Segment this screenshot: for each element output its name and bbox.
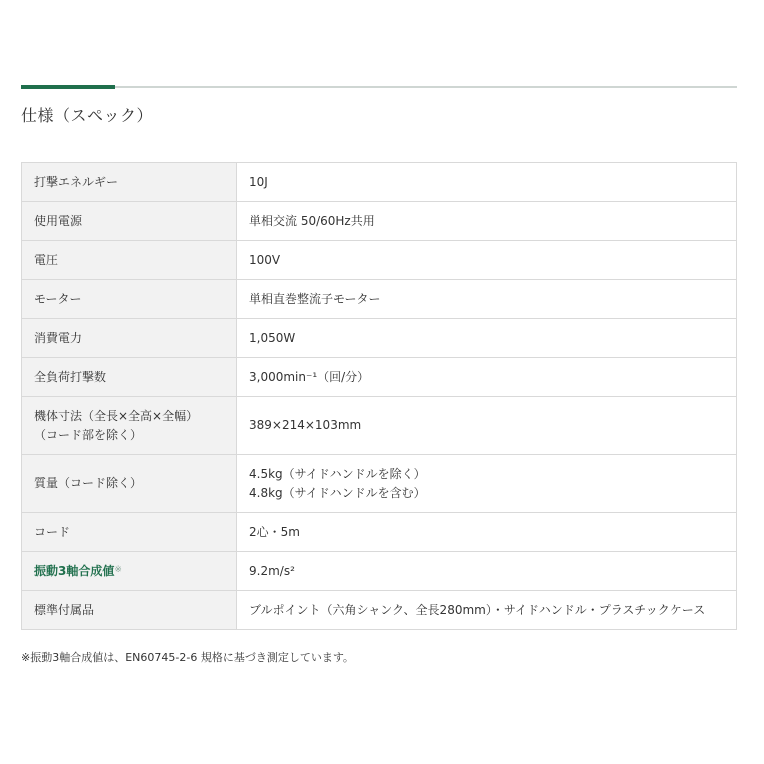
spec-table	[21, 162, 737, 630]
page-title: 仕様（スペック）	[21, 106, 154, 125]
spec-label-vibration: 振動3軸合成値	[34, 564, 115, 578]
spec-value: 389×214×103mm	[237, 397, 737, 455]
table-row	[22, 280, 737, 319]
section-divider-accent	[21, 85, 115, 89]
table-row	[22, 591, 737, 630]
table-row	[22, 552, 737, 591]
table-row	[22, 397, 737, 455]
spec-label: コード	[22, 513, 237, 552]
spec-label-line: （コード部を除く）	[34, 427, 143, 442]
spec-value: 2心・5m	[237, 513, 737, 552]
spec-label	[22, 397, 237, 455]
spec-value	[237, 455, 737, 513]
spec-value: 3,000min⁻¹（回/分）	[237, 358, 737, 397]
spec-label: 質量（コード除く）	[22, 455, 237, 513]
spec-label: 全負荷打撃数	[22, 358, 237, 397]
table-row	[22, 455, 737, 513]
spec-value: 1,050W	[237, 319, 737, 358]
spec-value: 10J	[237, 163, 737, 202]
footnote: ※振動3軸合成値は、EN60745-2-6 規格に基づき測定しています。	[21, 651, 354, 664]
spec-value: 単相直巻整流子モーター	[237, 280, 737, 319]
spec-label-line: 機体寸法（全長×全高×全幅）	[34, 408, 199, 423]
spec-value: ブルポイント（六角シャンク、全長280mm）・サイドハンドル・プラスチックケース	[237, 591, 737, 630]
table-row	[22, 319, 737, 358]
spec-value: 単相交流 50/60Hz共用	[237, 202, 737, 241]
table-row	[22, 163, 737, 202]
spec-label-cell	[22, 552, 237, 591]
spec-label: 打撃エネルギー	[22, 163, 237, 202]
spec-label: モーター	[22, 280, 237, 319]
spec-label: 消費電力	[22, 319, 237, 358]
spec-value-line: 4.5kg（サイドハンドルを除く）	[249, 466, 426, 481]
table-row	[22, 358, 737, 397]
spec-label: 電圧	[22, 241, 237, 280]
spec-label: 標準付属品	[22, 591, 237, 630]
footnote-mark: ※	[114, 565, 122, 575]
table-row	[22, 202, 737, 241]
table-row	[22, 241, 737, 280]
spec-value: 9.2m/s²	[237, 552, 737, 591]
spec-value-line: 4.8kg（サイドハンドルを含む）	[249, 485, 426, 500]
table-row	[22, 513, 737, 552]
spec-value: 100V	[237, 241, 737, 280]
section-divider	[21, 86, 737, 88]
spec-label: 使用電源	[22, 202, 237, 241]
